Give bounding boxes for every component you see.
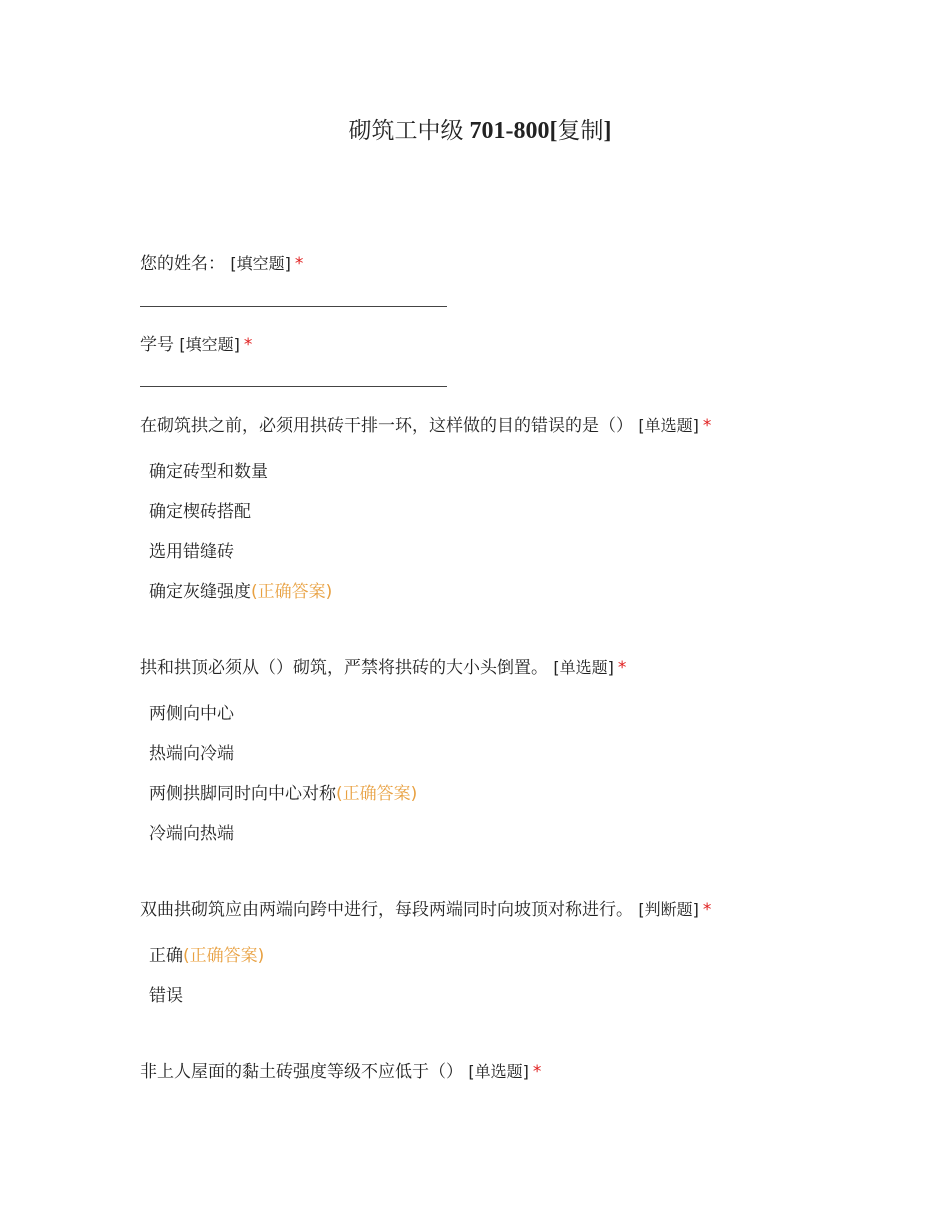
option-correct[interactable] — [149, 945, 264, 967]
question-text: 在砌筑拱之前，必须用拱砖干排一环，这样做的目的错误的是（） — [140, 416, 633, 436]
required-mark: * — [702, 416, 712, 436]
question-5 — [140, 899, 711, 921]
option-label: 热端向冷端 — [149, 744, 234, 764]
title-copy-label: 复制 — [557, 118, 604, 144]
required-mark: * — [243, 335, 253, 355]
option-correct[interactable] — [149, 581, 332, 603]
title-bracket-open: [ — [549, 118, 558, 144]
required-mark: * — [532, 1062, 542, 1082]
question-text: 双曲拱砌筑应由两端向跨中进行，每段两端同时向坡顶对称进行。 — [140, 900, 633, 920]
page-title — [0, 112, 950, 145]
title-cjk: 砌筑工中级 — [348, 118, 464, 144]
question-type: [填空题] — [230, 254, 291, 273]
option-label: 确定砖型和数量 — [149, 462, 268, 482]
title-range: 701-800 — [463, 118, 550, 144]
option-label: 错误 — [149, 986, 183, 1006]
required-mark: * — [294, 254, 304, 274]
option-label: 两侧向中心 — [149, 704, 234, 724]
option[interactable] — [149, 703, 234, 725]
question-3 — [140, 415, 711, 437]
option[interactable] — [149, 985, 183, 1007]
option[interactable] — [149, 461, 268, 483]
question-text: 学号 — [140, 335, 174, 355]
correct-answer-tag: (正确答案) — [336, 784, 418, 804]
required-mark: * — [617, 658, 627, 678]
student-id-input-line[interactable] — [140, 386, 447, 387]
question-4 — [140, 657, 626, 679]
option-label: 冷端向热端 — [149, 824, 234, 844]
option-label: 确定灰缝强度 — [149, 582, 251, 602]
question-text: 您的姓名： — [140, 254, 225, 274]
question-text: 非上人屋面的黏土砖强度等级不应低于（） — [140, 1062, 463, 1082]
question-6 — [140, 1061, 541, 1083]
option[interactable] — [149, 743, 234, 765]
option[interactable] — [149, 501, 251, 523]
option-label: 正确 — [149, 946, 183, 966]
question-type: [单选题] — [553, 658, 614, 677]
option-correct[interactable] — [149, 783, 417, 805]
question-type: [单选题] — [468, 1062, 529, 1081]
question-name — [140, 253, 303, 275]
question-type: [填空题] — [179, 335, 240, 354]
correct-answer-tag: (正确答案) — [251, 582, 333, 602]
option-label: 确定楔砖搭配 — [149, 502, 251, 522]
option-label: 选用错缝砖 — [149, 542, 234, 562]
correct-answer-tag: (正确答案) — [183, 946, 265, 966]
option-label: 两侧拱脚同时向中心对称 — [149, 784, 336, 804]
name-input-line[interactable] — [140, 306, 447, 307]
question-text: 拱和拱顶必须从（）砌筑，严禁将拱砖的大小头倒置。 — [140, 658, 548, 678]
required-mark: * — [702, 900, 712, 920]
option[interactable] — [149, 541, 234, 563]
option[interactable] — [149, 823, 234, 845]
question-type: [单选题] — [638, 416, 699, 435]
title-bracket-close: ] — [603, 118, 612, 144]
question-type: [判断题] — [638, 900, 699, 919]
question-student-id — [140, 334, 252, 356]
